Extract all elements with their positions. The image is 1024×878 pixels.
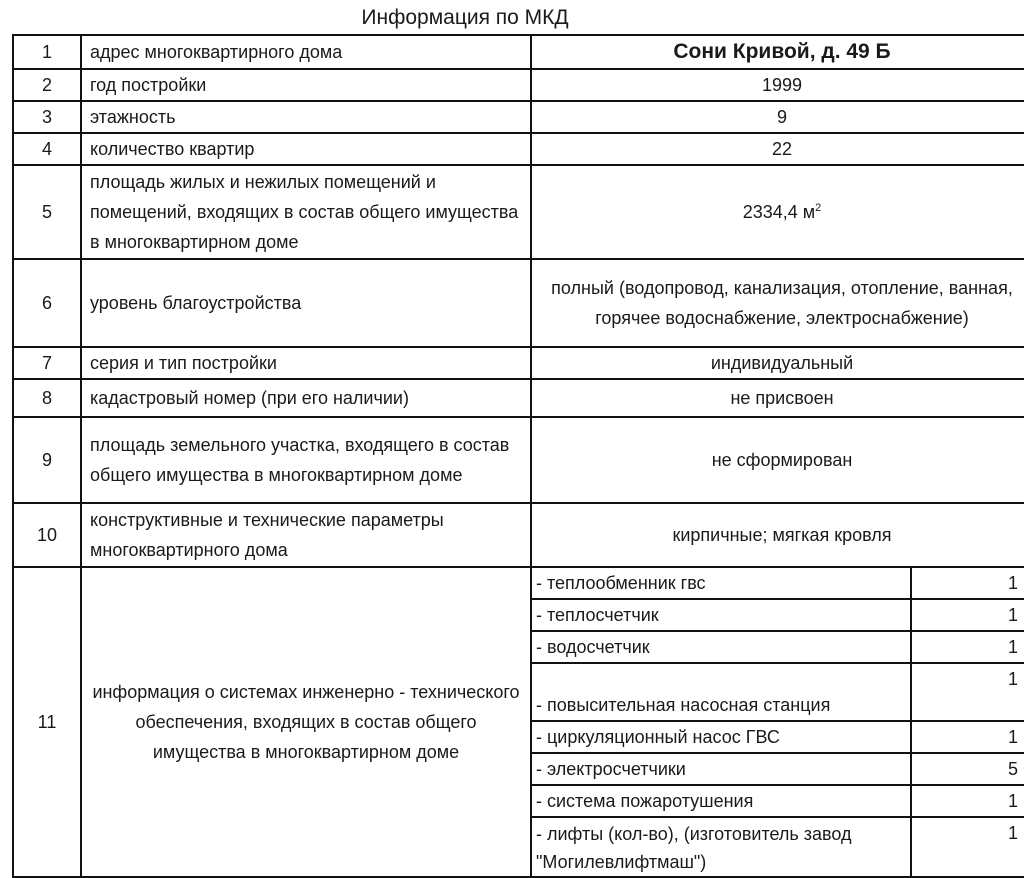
row-value: индивидуальный	[531, 347, 1024, 379]
table-row	[13, 101, 1024, 133]
row-number: 5	[13, 165, 81, 259]
row-number: 2	[13, 69, 81, 101]
area-unit-superscript: 2	[815, 202, 822, 214]
table-row	[13, 259, 1024, 347]
row-value: кирпичные; мягкая кровля	[531, 503, 1024, 567]
system-name: - водосчетчик	[531, 631, 911, 663]
table-row	[13, 35, 1024, 69]
system-count: 1	[911, 785, 1024, 817]
row-number: 1	[13, 35, 81, 69]
row-label: кадастровый номер (при его наличии)	[81, 379, 531, 417]
table-row	[13, 417, 1024, 503]
table-row	[13, 567, 1024, 599]
row-label: конструктивные и технические параметры многоквартирного дома	[81, 503, 531, 567]
row-value: 1999	[531, 69, 1024, 101]
system-count: 1	[911, 721, 1024, 753]
table-row	[13, 347, 1024, 379]
table-row	[13, 379, 1024, 417]
system-count: 5	[911, 753, 1024, 785]
row-value: полный (водопровод, канализация, отопление, ванная, горячее водоснабжение, электроснабжение)	[531, 259, 1024, 347]
system-name: - теплосчетчик	[531, 599, 911, 631]
address-value: Сони Кривой, д. 49 Б	[531, 35, 1024, 69]
row-number: 8	[13, 379, 81, 417]
row-number: 10	[13, 503, 81, 567]
system-name: - система пожаротушения	[531, 785, 911, 817]
row-number: 11	[13, 567, 81, 877]
row-label: год постройки	[81, 69, 531, 101]
table-row	[13, 133, 1024, 165]
area-value: 2334,4 м	[742, 202, 816, 222]
row-number: 6	[13, 259, 81, 347]
system-count: 1	[911, 599, 1024, 631]
row-number: 9	[13, 417, 81, 503]
row-value: не сформирован	[531, 417, 1024, 503]
table-row	[13, 165, 1024, 259]
mkd-info-table	[12, 34, 1024, 878]
system-name: - циркуляционный насос ГВС	[531, 721, 911, 753]
system-count: 1	[911, 567, 1024, 599]
system-count: 1	[911, 631, 1024, 663]
system-name: - повысительная насосная станция	[531, 663, 911, 721]
table-row	[13, 69, 1024, 101]
row-label: адрес многоквартирного дома	[81, 35, 531, 69]
row-label: количество квартир	[81, 133, 531, 165]
row-number: 4	[13, 133, 81, 165]
system-name: - электросчетчики	[531, 753, 911, 785]
system-name: - теплообменник гвс	[531, 567, 911, 599]
table-row	[13, 503, 1024, 567]
row-label: уровень благоустройства	[81, 259, 531, 347]
row-value-area	[531, 165, 1024, 259]
page-title: Информация по МКД	[361, 6, 569, 29]
row-number: 3	[13, 101, 81, 133]
row-label: этажность	[81, 101, 531, 133]
system-name: - лифты (кол-во), (изготовитель завод "Могилевлифтмаш")	[531, 817, 911, 877]
row-value: 22	[531, 133, 1024, 165]
system-count: 1	[911, 817, 1024, 877]
row-label: площадь жилых и нежилых помещений и помещений, входящих в состав общего имущества в многоквартирном доме	[81, 165, 531, 259]
row-label: информация о системах инженерно - технического обеспечения, входящих в состав общего имущества в многоквартирном доме	[81, 567, 531, 877]
system-count: 1	[911, 663, 1024, 721]
row-label: площадь земельного участка, входящего в состав общего имущества в многоквартирном доме	[81, 417, 531, 503]
row-value: не присвоен	[531, 379, 1024, 417]
row-number: 7	[13, 347, 81, 379]
row-value: 9	[531, 101, 1024, 133]
row-label: серия и тип постройки	[81, 347, 531, 379]
